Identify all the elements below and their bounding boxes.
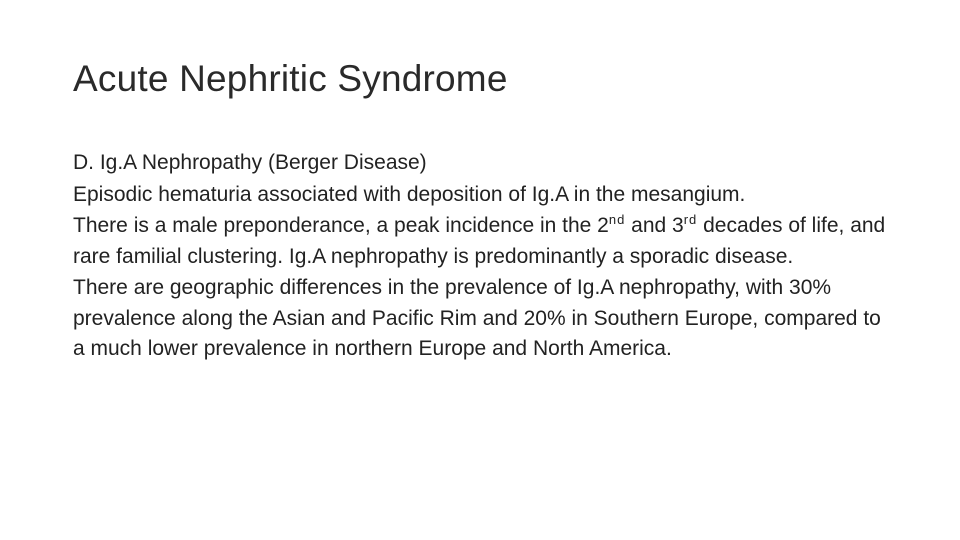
slide-body bbox=[73, 148, 893, 365]
superscript-nd: nd bbox=[608, 212, 626, 227]
paragraph-definition: Episodic hematuria associated with deposition of Ig.A in the mesangium. bbox=[73, 182, 746, 206]
paragraph-epidemiology-part3: decades of life, and rare familial clustering. Ig.A nephropathy is predominantly a sporadic disease. bbox=[73, 214, 886, 268]
paragraph-epidemiology-part1: There is a male preponderance, a peak incidence in the 2 bbox=[73, 214, 609, 237]
paragraph-epidemiology-part2: and 3 bbox=[625, 214, 684, 237]
superscript-rd: rd bbox=[683, 212, 698, 227]
slide-title: Acute Nephritic Syndrome bbox=[73, 58, 508, 99]
paragraph-epidemiology bbox=[73, 211, 893, 272]
paragraph-geography: There are geographic differences in the prevalence of Ig.A nephropathy, with 30% prevalence along the Asian and Pacific Rim and 20% in Southern Europe, compared to a much lower prevalence in northern Europe and North America. bbox=[73, 276, 881, 360]
subtopic-heading: D. Ig.A Nephropathy (Berger Disease) bbox=[73, 151, 427, 174]
